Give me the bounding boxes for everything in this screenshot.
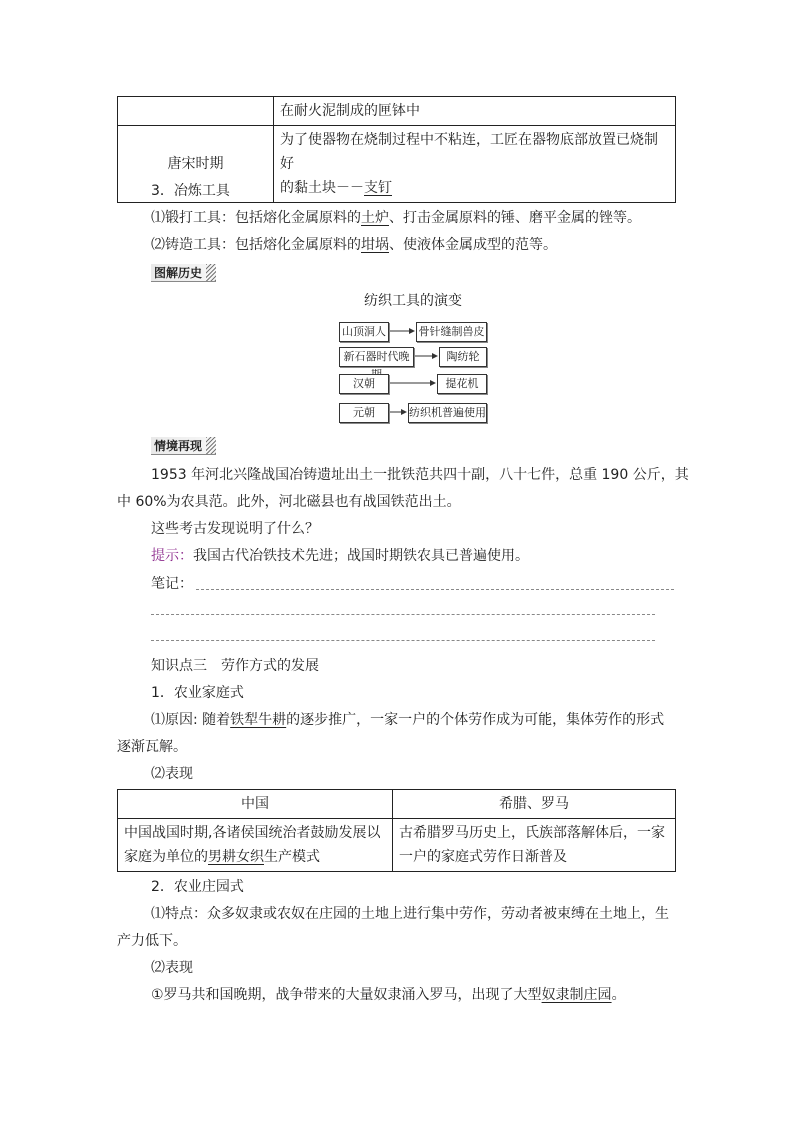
table-cell: 唐宋时期: [118, 126, 274, 203]
paragraph: ⑴特点：众多奴隶或农奴在庄园的土地上进行集中劳作，劳动者被束缚在土地上，生: [151, 906, 669, 922]
paragraph: 1953 年河北兴隆战国冶铸遗址出土一批铁范共四十副，八十七件，总重 190 公斤，其: [151, 467, 689, 483]
diagram-title: 纺织工具的演变: [364, 293, 462, 309]
table-cell: 在耐火泥制成的匣钵中: [274, 97, 676, 126]
notes-line: [151, 614, 655, 615]
paragraph: ⑴原因: 随着铁犁牛耕的逐步推广，一家一户的个体劳作成为可能，集体劳作的形式: [151, 712, 665, 728]
paragraph: ⑴锻打工具：包括熔化金属原料的土炉、打击金属原料的锤、磨平金属的锉等。: [151, 210, 641, 226]
paragraph: 中 60%为农具范。此外，河北磁县也有战国铁范出土。: [117, 494, 461, 510]
hint: 提示：我国古代冶铁技术先进；战国时期铁农具已普遍使用。: [151, 548, 529, 564]
flow-box-tool: 提花机: [437, 374, 487, 394]
notes-label: 笔记：: [151, 576, 193, 592]
flow-box-tool: 陶纺轮: [439, 347, 487, 367]
section-heading: 知识点三 劳作方式的发展: [151, 658, 319, 674]
subheading: ⑵表现: [151, 960, 193, 976]
flow-box-tool: 纺织机普遍使用: [408, 403, 487, 423]
paragraph: ⑵铸造工具：包括熔化金属原料的坩埚、使液体金属成型的范等。: [151, 237, 557, 253]
table-cell: 为了使器物在烧制过程中不粘连，工匠在器物底部放置已烧制好 的黏土块－－支钉: [274, 126, 676, 203]
subheading: ⑵表现: [151, 766, 193, 782]
table-cell: 古希腊罗马历史上，氏族部落解体后，一家 一户的家庭式劳作日渐普及: [393, 819, 676, 872]
notes-line: [151, 640, 655, 641]
subheading: 2．农业庄园式: [151, 879, 244, 895]
flow-box-era: 元朝: [339, 403, 389, 423]
flow-box-era: 山顶洞人: [339, 322, 389, 342]
hint-label: 提示：: [151, 548, 193, 564]
comparison-table: [117, 789, 676, 872]
column-header: 希腊、罗马: [393, 790, 676, 819]
section-tag: 情境再现: [151, 437, 216, 455]
flow-box-tool: 骨针缝制兽皮: [416, 322, 487, 342]
question: 这些考古发现说明了什么？: [151, 521, 319, 537]
section-tag: 图解历史: [151, 264, 216, 282]
table-cell: 中国战国时期,各诸侯国统治者鼓励发展以 家庭为单位的男耕女织生产模式: [118, 819, 393, 872]
paragraph: 产力低下。: [117, 933, 187, 949]
column-header: 中国: [118, 790, 393, 819]
section-heading: 3．冶炼工具: [151, 183, 230, 199]
paragraph: 逐渐瓦解。: [117, 739, 187, 755]
subheading: 1．农业家庭式: [151, 685, 244, 701]
paragraph: ①罗马共和国晚期，战争带来的大量奴隶涌入罗马，出现了大型奴隶制庄园。: [151, 987, 626, 1003]
flow-box-era: 新石器时代晚: [339, 347, 414, 367]
flow-box-era: 汉朝: [339, 374, 389, 394]
notes-line: [196, 589, 674, 590]
